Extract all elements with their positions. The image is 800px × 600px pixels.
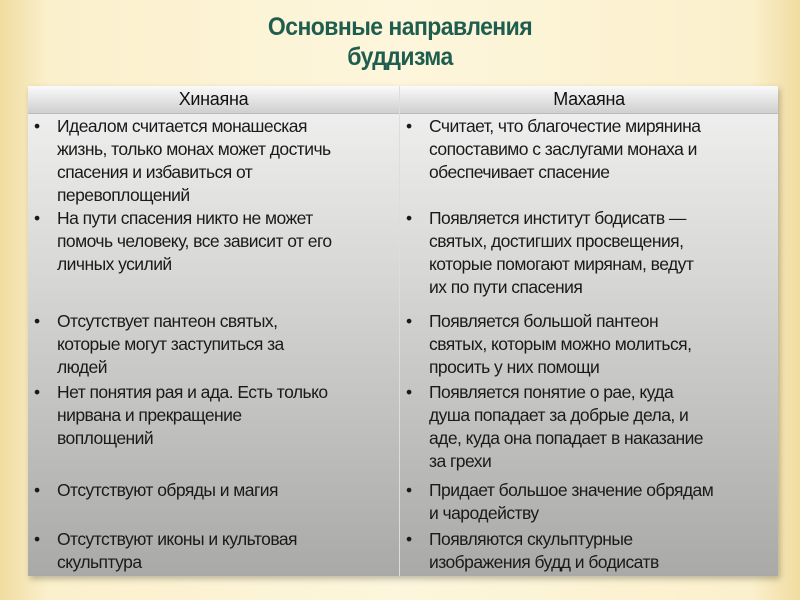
item-text: Отсутствуют обряды и магия xyxy=(57,480,278,500)
item-text: Придает большое значение обрядам и чародейству xyxy=(429,480,714,523)
list-item xyxy=(34,115,331,207)
bullet-icon: • xyxy=(34,382,40,402)
list-item xyxy=(406,528,659,574)
item-text: Появляется понятие о рае, куда душа попадает за добрые дела, и аде, куда она попадает в наказание за грехи xyxy=(429,382,703,471)
comparison-table xyxy=(28,86,778,576)
bullet-icon: • xyxy=(34,529,40,549)
bullet-icon: • xyxy=(406,480,412,500)
list-item xyxy=(34,310,284,379)
list-item xyxy=(406,381,703,473)
bullet-icon: • xyxy=(406,311,412,331)
list-item xyxy=(406,115,701,184)
bullet-icon: • xyxy=(34,480,40,500)
item-text: Идеалом считается монашеская жизнь, только монах может достичь спасения и избавиться от перевоплощений xyxy=(57,116,331,205)
list-item xyxy=(34,207,332,276)
list-item xyxy=(34,381,328,450)
item-text: Отсутствует пантеон святых, которые могут заступиться за людей xyxy=(57,311,284,377)
list-item xyxy=(406,479,714,525)
item-text: Появляются скульптурные изображения будд и бодисатв xyxy=(429,529,659,572)
bullet-icon: • xyxy=(34,116,40,136)
bullet-icon: • xyxy=(34,208,40,228)
bullet-icon: • xyxy=(406,116,412,136)
item-text: Считает, что благочестие мирянина сопоставимо с заслугами монаха и обеспечивает спасение xyxy=(429,116,701,182)
bullet-icon: • xyxy=(406,529,412,549)
list-item xyxy=(406,310,692,379)
list-item xyxy=(34,528,297,574)
column-divider xyxy=(399,86,400,576)
item-text: На пути спасения никто не может помочь человеку, все зависит от его личных усилий xyxy=(57,208,332,274)
item-text: Нет понятия рая и ада. Есть только нирвана и прекращение воплощений xyxy=(57,382,328,448)
item-text: Появляется большой пантеон святых, которым можно молиться, просить у них помощи xyxy=(429,311,692,377)
item-text: Отсутствуют иконы и культовая скульптура xyxy=(57,529,297,572)
list-item xyxy=(406,207,694,299)
bullet-icon: • xyxy=(406,208,412,228)
header-hinayana: Хинаяна xyxy=(178,89,249,109)
item-text: Появляется институт бодисатв — святых, достигших просвещения, которые помогают мирянам, ведут их по пути спасения xyxy=(429,208,694,297)
header-mahayana: Махаяна xyxy=(553,89,625,109)
table-header xyxy=(28,86,778,114)
bullet-icon: • xyxy=(34,311,40,331)
list-item xyxy=(34,479,278,502)
bullet-icon: • xyxy=(406,382,412,402)
slide-title: Основные направления буддизма xyxy=(267,13,533,71)
